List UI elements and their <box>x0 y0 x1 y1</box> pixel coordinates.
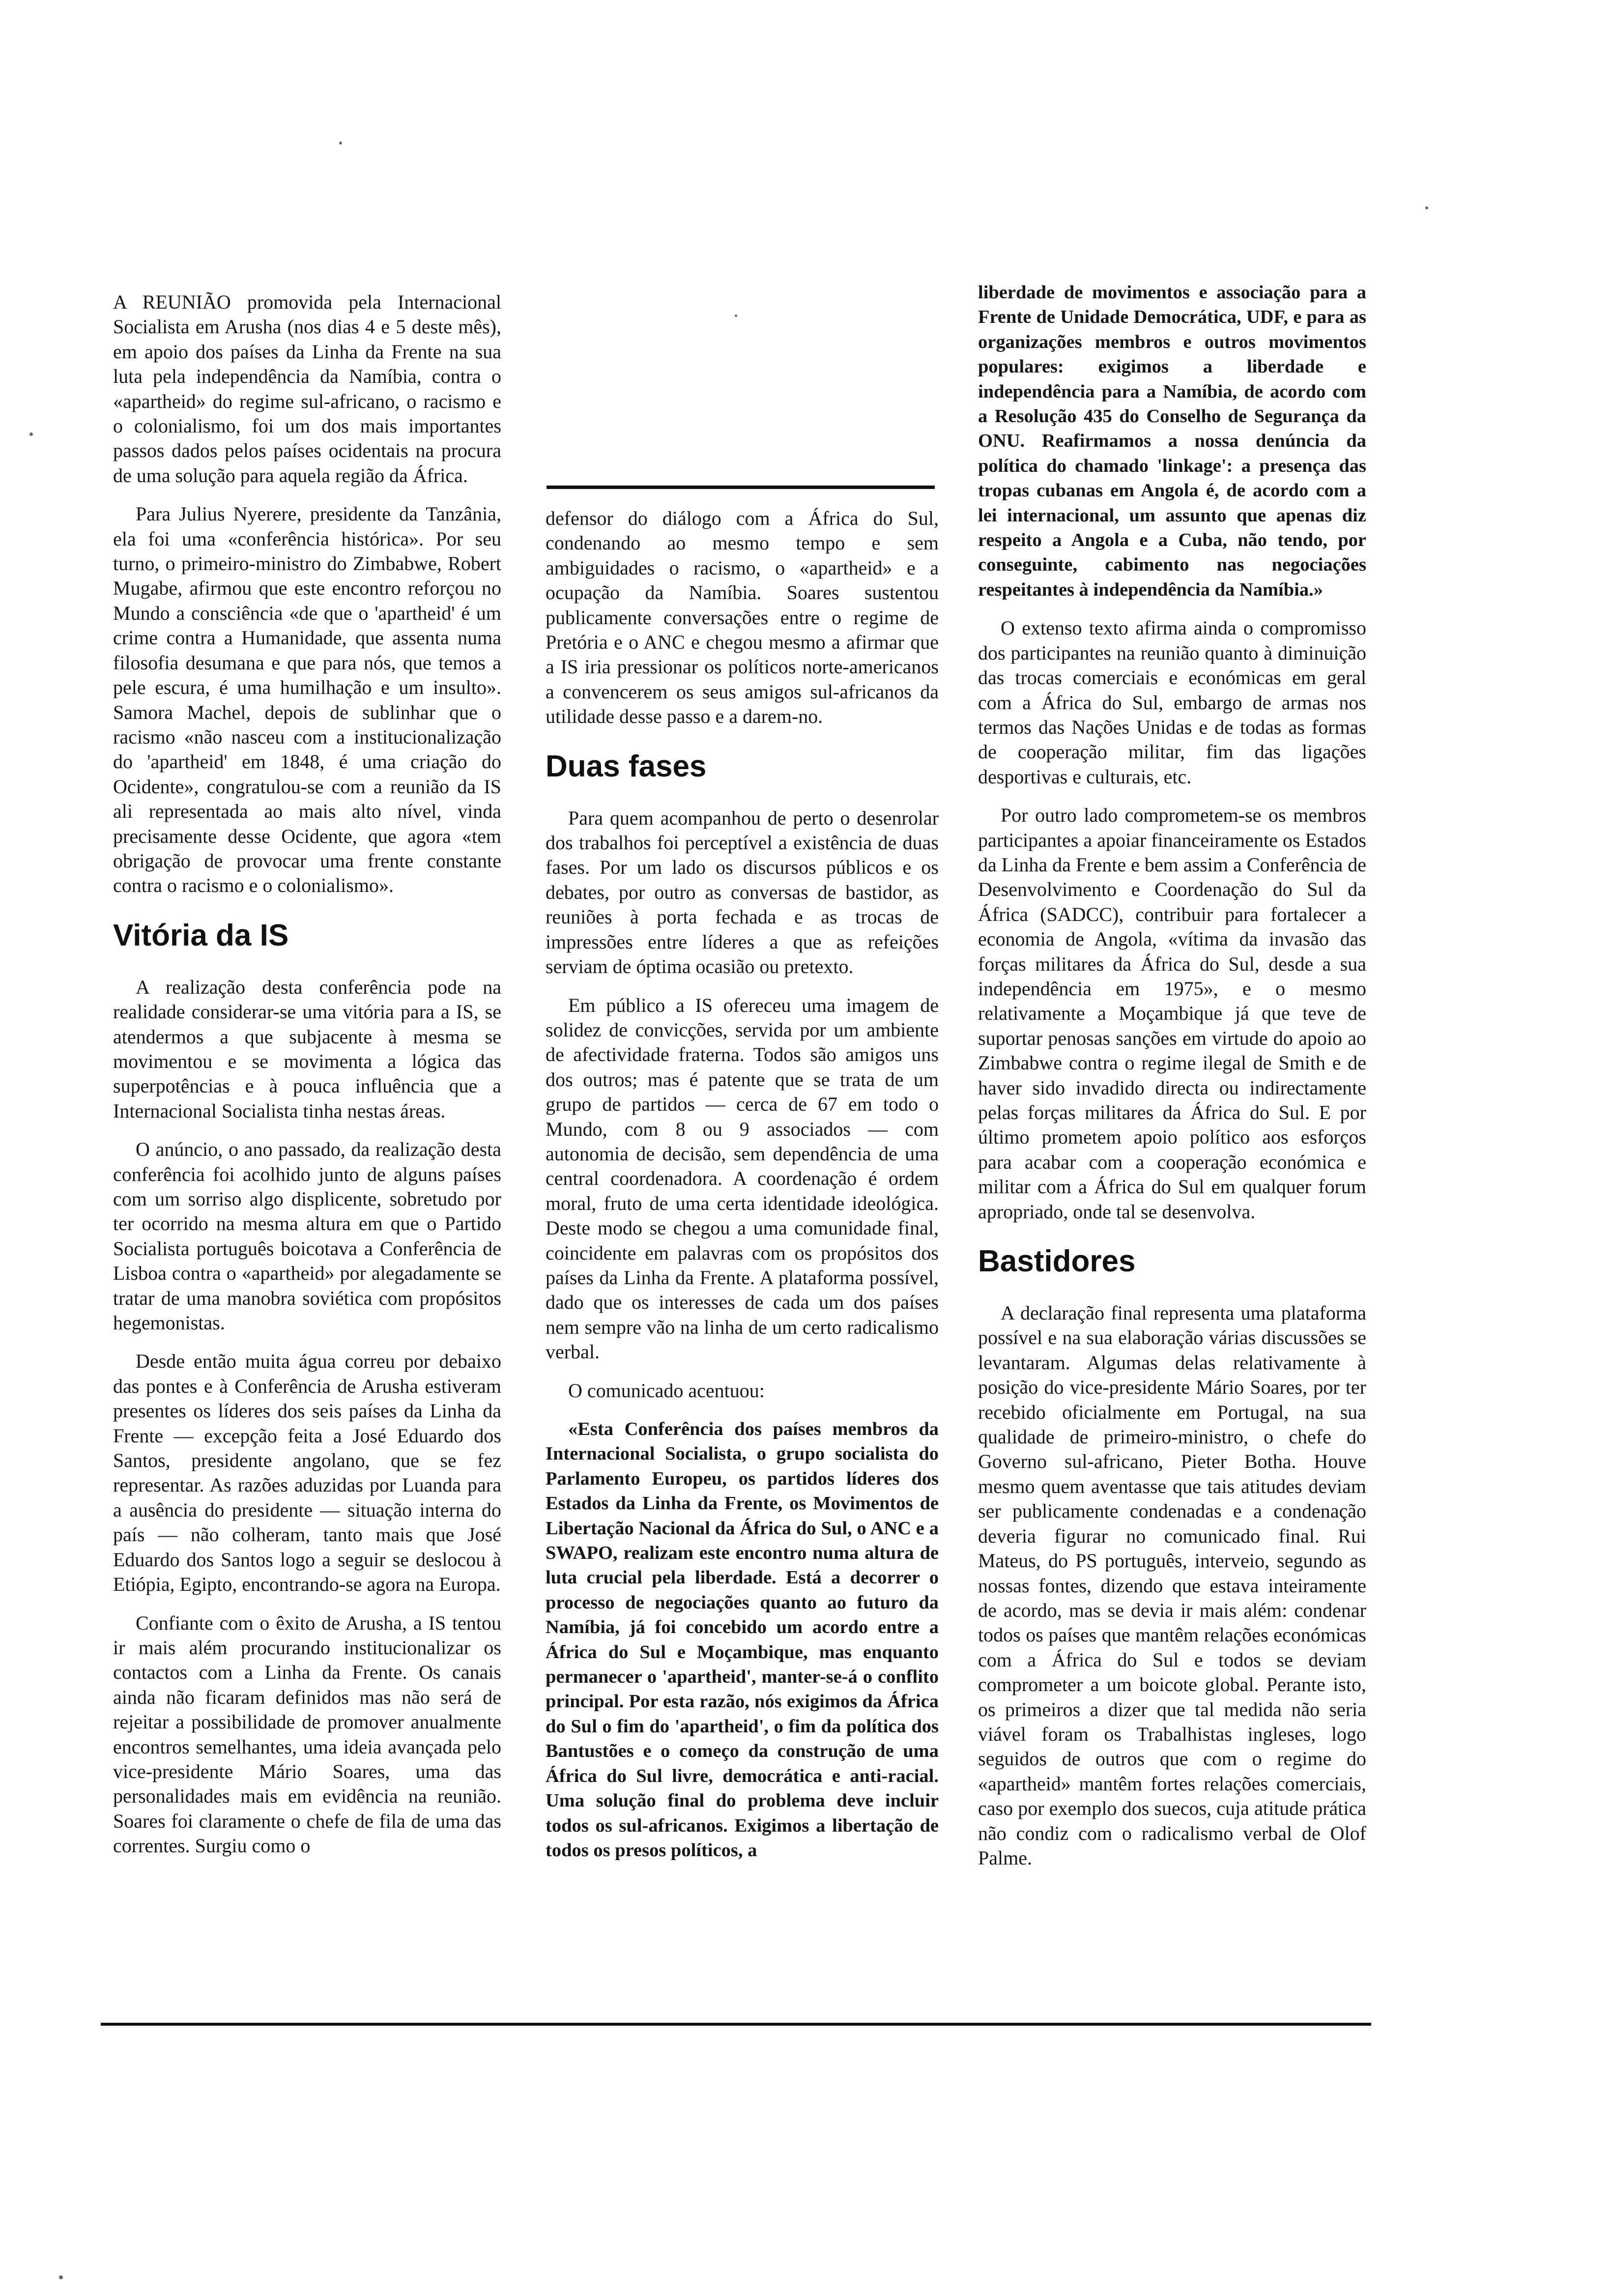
section-heading: Duas fases <box>546 749 707 783</box>
scan-speck <box>1425 206 1428 209</box>
lead-paragraph: A REUNIÃO promovida pela Internacional Socialista em Arusha (nos dias 4 e 5 deste mês), em apoio dos países da Linha da Frente na sua luta pela independência da Namíbia, contra o «apartheid» do regime sul-africano, o racismo e o colonialismo, foi um dos mais importantes passos dados pelos países ocidentais na procura de uma solução para aquela região da África. <box>113 291 501 487</box>
paragraph: A realização desta conferência pode na realidade considerar-se uma vitória para a IS, se atendermos a que subjacente à mesma se movimentou e se movimenta a lógica das superpotências e à pouca influência que a Internacional Socialista tinha nestas áreas. <box>113 976 501 1122</box>
paragraph: Por outro lado comprometem-se os membros participantes a apoiar financeiramente os Estados da Linha da Frente e bem assim a Conferência de Desenvolvimento e Coordenação do Sul da África (SADCC), contribuir para fortalecer a economia de Angola, «vítima da invasão das forças militares da África do Sul, desde a sua independência em 1975», e o mesmo relativamente a Moçambique já que teve de suportar penosas sanções em virtude do apoio ao Zimbabwe contra o regime ilegal de Smith e de haver sido invadido directa ou indirectamente pelas forças militares da África do Sul. E por último prometem apoio político aos esforços para acabar com a cooperação económica e militar com a África do Sul em qualquer forum apropriado, onde tal se desenvolva. <box>978 804 1366 1223</box>
paragraph: Em público a IS ofereceu uma imagem de solidez de convicções, servida por um ambiente de afectividade fraterna. Todos são amigos uns dos outros; mas é patente que se trata de um grupo de partidos — cerca de 67 em todo o Mundo, com 8 ou 9 associados — com autonomia de decisão, sem dependência de uma central coordenadora. A coordenação é ordem moral, fruto de uma certa identidade ideológica. Deste modo se chegou a uma comunidade final, coincidente em palavras com os propósitos dos países da Linha da Frente. A plataforma possível, dado que os interesses de cada um dos países nem sempre vão na linha de um certo radicalismo verbal. <box>546 994 939 1363</box>
paragraph: defensor do diálogo com a África do Sul, condenando ao mesmo tempo e sem ambiguidades o racismo, o «apartheid» e a ocupação da Namíbia. Soares sustentou publicamente conversações entre o regime de Pretória e o ANC e chegou mesmo a afirmar que a IS iria pressionar os políticos norte-americanos a convencerem os seus amigos sul-africanos da utilidade desse passo e a darem-no. <box>546 507 939 728</box>
article-column-3 <box>978 280 1366 1884</box>
article-column-2 <box>546 506 939 1876</box>
scan-speck <box>29 432 33 436</box>
scan-speck <box>735 315 737 317</box>
communique-quote: «Esta Conferência dos países membros da Internacional Socialista, o grupo socialista do Parlamento Europeu, os partidos líderes dos Estados da Linha da Frente, os Movimentos de Libertação Nacional da África do Sul, o ANC e a SWAPO, realizam este encontro numa altura de luta crucial pela liberdade. Está a decorrer o processo de negociações quanto ao futuro da Namíbia, já foi concebido um acordo entre a África do Sul e Moçambique, mas enquanto permanecer o 'apartheid', manter-se-á o conflito principal. Por esta razão, nós exigimos da África do Sul o fim do 'apartheid', o fim da política dos Bantustões e o começo da construção de uma África do Sul livre, democrática e anti-racial. Uma solução final do problema deve incluir todos os sul-africanos. Exigimos a libertação de todos os presos políticos, a <box>546 1419 939 1861</box>
bottom-rule <box>101 2023 1371 2026</box>
paragraph: O comunicado acentuou: <box>568 1379 765 1402</box>
scan-speck <box>59 2275 63 2279</box>
paragraph: O anúncio, o ano passado, da realização desta conferência foi acolhido junto de alguns países com um sorriso algo displicente, sobretudo por ter ocorrido na mesma altura em que o Partido Socialista português boicotava a Conferência de Lisboa contra o «apartheid» por alegadamente se tratar de uma manobra soviética com propósitos hegemonistas. <box>113 1138 501 1334</box>
scan-speck <box>339 142 342 144</box>
paragraph: O extenso texto afirma ainda o compromisso dos participantes na reunião quanto à diminuição das trocas comerciais e económicas em geral com a África do Sul, embargo de armas nos termos das Nações Unidas e de todas as formas de cooperação militar, fim das ligações desportivas e culturais, etc. <box>978 617 1366 788</box>
article-column-1 <box>113 290 501 1872</box>
paragraph: Para Julius Nyerere, presidente da Tanzânia, ela foi uma «conferência histórica». Por seu turno, o primeiro-ministro do Zimbabwe, Robert Mugabe, afirmou que este encontro reforçou no Mundo a consciência «de que o 'apartheid' é um crime contra a Humanidade, que assenta numa filosofia desumana e que para nós, que temos a pele escura, é uma humilhação e um insulto». Samora Machel, depois de sublinhar que o racismo «não nasceu com a institucionalização do 'apartheid' em 1848, é uma criação do Ocidente», congratulou-se com a reunião da IS ali representada ao mais alto nível, vinda precisamente desse Ocidente, que agora «tem obrigação de provocar uma frente constante contra o racismo e o colonialismo». <box>113 503 501 897</box>
paragraph: Confiante com o êxito de Arusha, a IS tentou ir mais além procurando institucionalizar os contactos com a Linha da Frente. Os canais ainda não ficaram definidos mas não será de rejeitar a possibilidade de promover anualmente encontros semelhantes, uma ideia avançada pelo vice-presidente Mário Soares, uma das personalidades mais em evidência na reunião. Soares foi claramente o chefe de fila de uma das correntes. Surgiu como o <box>113 1611 501 1857</box>
column-top-rule <box>547 486 935 489</box>
section-heading: Bastidores <box>978 1244 1136 1279</box>
paragraph: A declaração final representa uma plataforma possível e na sua elaboração várias discussões se levantaram. Algumas delas relativamente à posição do vice-presidente Mário Soares, por ter recebido oficialmente em Portugal, na sua qualidade de primeiro-ministro, o chefe do Governo sul-africano, Pieter Botha. Houve mesmo quem aventasse que tais atitudes deviam ser publicamente condenadas e a condenação deveria figurar no comunicado final. Rui Mateus, do PS português, interveio, segundo as nossas fontes, dizendo que estava inteiramente de acordo, mas se devia ir mais além: condenar todos os países que mantêm relações económicas com a África do Sul e todos se deviam comprometer a um boicote global. Perante isto, os primeiros a dizer que tal medida não seria viável foram os Trabalhistas ingleses, logo seguidos de outros que com o regime do «apartheid» mantêm fortes relações comerciais, caso por exemplo dos suecos, cuja atitude prática não condiz com o radicalismo verbal de Olof Palme. <box>978 1302 1366 1869</box>
communique-quote-continued: liberdade de movimentos e associação para a Frente de Unidade Democrática, UDF, e para as organizações membros e outros movimentos populares: exigimos a liberdade e independência para a Namíbia, de acordo com a Resolução 435 do Conselho de Segurança da ONU. Reafirmamos a nossa denúncia da política do chamado 'linkage': a presença das tropas cubanas em Angola é, de acordo com a lei internacional, um assunto que apenas diz respeito a Angola e a Cuba, não tendo, por conseguinte, cabimento nas negociações respeitantes à independência da Namíbia.» <box>978 282 1366 600</box>
section-heading: Vitória da IS <box>113 918 289 952</box>
paragraph: Desde então muita água correu por debaixo das pontes e à Conferência de Arusha estiveram presentes os líderes dos seis países da Linha da Frente — excepção feita a José Eduardo dos Santos, presidente angolano, que se fez representar. As razões aduzidas por Luanda para a ausência do presidente — situação interna do país — não colheram, tanto mais que José Eduardo dos Santos logo a seguir se deslocou à Etiópia, Egipto, encontrando-se agora na Europa. <box>113 1350 501 1596</box>
paragraph: Para quem acompanhou de perto o desenrolar dos trabalhos foi perceptível a existência de duas fases. Por um lado os discursos públicos e os debates, por outro as conversas de bastidor, as reuniões à porta fechada e as trocas de impressões entre líderes a que as refeições serviam de óptima ocasião ou pretexto. <box>546 806 939 978</box>
